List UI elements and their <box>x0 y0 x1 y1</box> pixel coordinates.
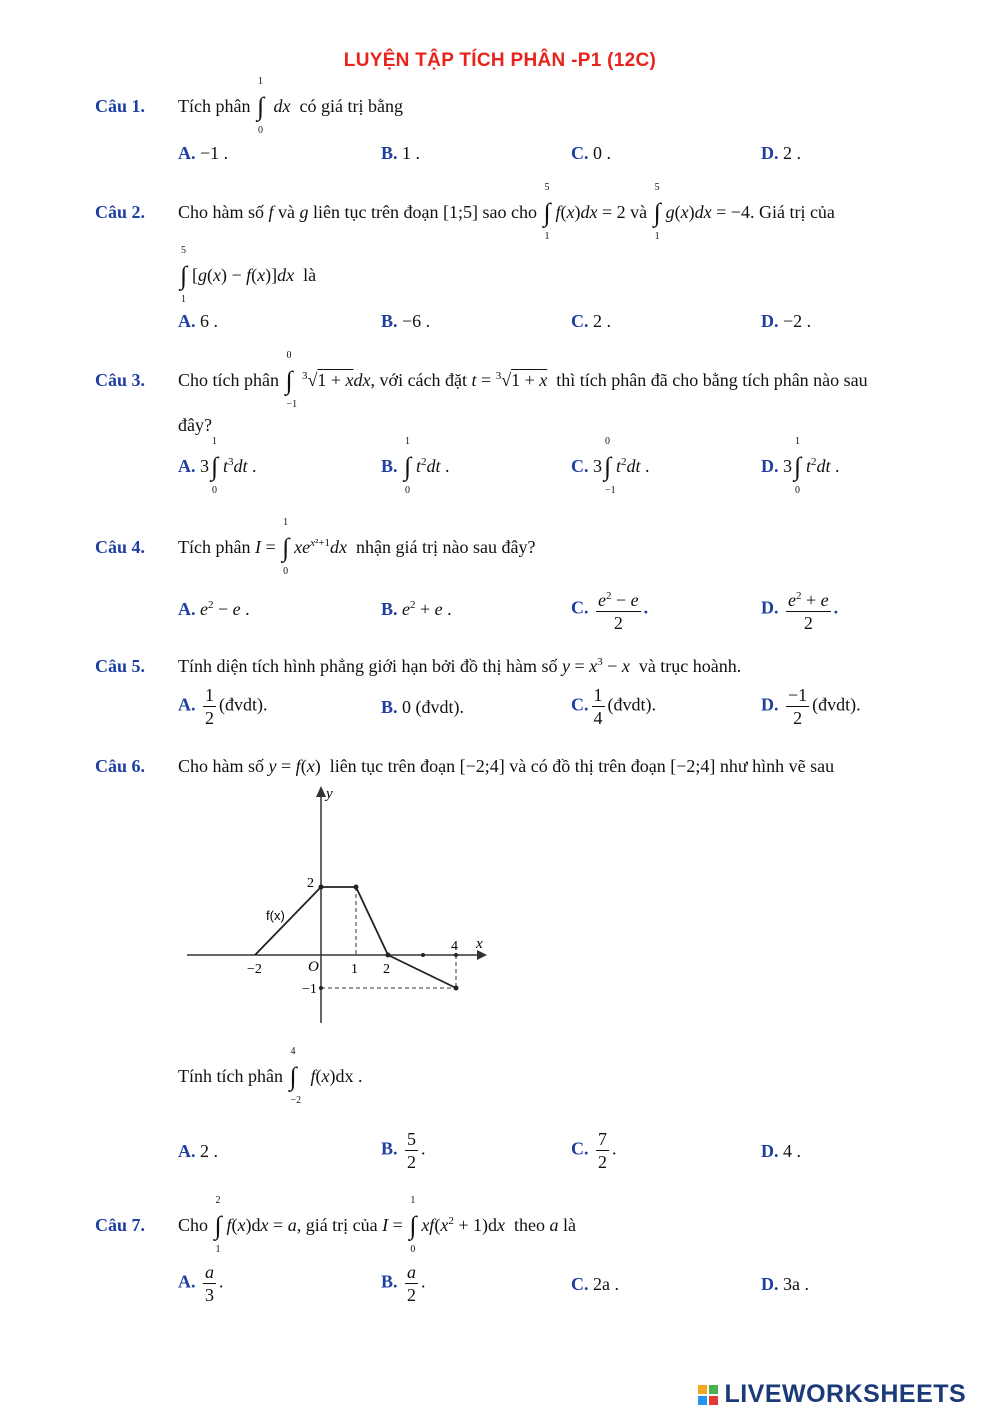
curve-label: f(x) <box>266 908 285 923</box>
q6-option-c[interactable]: C. $\frac{7}{2}$ . <box>571 1129 617 1172</box>
q6-option-d[interactable]: D. 4 . <box>761 1141 801 1161</box>
q3-option-d[interactable]: D. 3 ∫ 1 0 $t^2dt$ . <box>761 435 840 496</box>
q6-option-b[interactable]: B. $\frac{5}{2}$ . <box>381 1129 426 1172</box>
x-tick-2: 2 <box>383 962 390 977</box>
q7-option-a[interactable]: A. $\frac{a}{3}$ . <box>178 1262 224 1305</box>
q3-option-a[interactable]: A. 3 ∫ 1 0 $t^3dt$ . <box>178 435 257 496</box>
x-tick-neg2: −2 <box>247 962 262 977</box>
q5-option-a[interactable]: A. $\frac{1}{2}$ (đvdt). <box>178 685 268 728</box>
question-4-stem: Tích phân I = ∫ 1 0 $xe^{x^2+1}dx$ nhận giá trị nào sau đây? <box>178 516 536 577</box>
liveworksheets-logo-text: LIVEWORKSHEETS <box>724 1380 967 1408</box>
q1-option-a[interactable]: A. −1 . <box>178 143 229 163</box>
question-4-label: Câu 4. <box>95 537 146 557</box>
y-axis-arrow <box>316 786 326 797</box>
page-title: LUYỆN TẬP TÍCH PHÂN -P1 (12C) <box>343 50 657 71</box>
q4-option-c[interactable]: C. $\frac{e^2 - e}{2}$ . <box>571 585 648 634</box>
origin-label: O <box>308 959 319 975</box>
axis-x-label: x <box>476 936 483 952</box>
liveworksheets-logo <box>698 1380 966 1410</box>
question-2-label: Câu 2. <box>95 202 146 222</box>
q5-option-c[interactable]: C. $\frac{1}{4}$ (đvdt). <box>571 685 656 728</box>
question-3-stem-line2: đây? <box>178 415 212 435</box>
question-5-stem: Tính diện tích hình phẳng giới hạn bởi đồ thị hàm số $y = x^3 - x$ và trục hoành. <box>178 656 742 676</box>
question-6-label: Câu 6. <box>95 756 146 776</box>
question-3-label: Câu 3. <box>95 370 146 390</box>
q2-option-b[interactable]: B. −6 . <box>381 311 431 331</box>
q7-option-b[interactable]: B. $\frac{a}{2}$ . <box>381 1262 426 1305</box>
axis-y-label: y <box>326 786 333 802</box>
q3-option-c[interactable]: C. 3 ∫ 0 −1 $t^2dt$ . <box>571 435 650 496</box>
question-2-stem-line2: ∫ 5 1 [g(x) − f(x)]dx là <box>180 244 317 305</box>
x-tick-1: 1 <box>351 962 358 977</box>
q3-option-b[interactable]: B. ∫ 1 0 $t^2dt$ . <box>381 435 450 496</box>
q5-option-b[interactable]: B. 0 (đvdt). <box>381 697 465 717</box>
liveworksheets-logo-icon <box>698 1385 718 1405</box>
question-7-label: Câu 7. <box>95 1215 146 1235</box>
question-1-stem: Tích phân ∫ 1 0 dx có giá trị bằng <box>178 75 403 136</box>
q6-option-a[interactable]: A. 2 . <box>178 1141 218 1161</box>
q1-option-c[interactable]: C. 0 . <box>571 143 611 163</box>
q7-option-d[interactable]: D. 3a . <box>761 1274 809 1294</box>
question-2-stem: Cho hàm số f và g liên tục trên đoạn [1;5] sao cho ∫ 5 1 f(x)dx = 2 và ∫ 5 1 g(x)dx = −4. Giá trị của <box>178 181 835 242</box>
y-tick-neg1: −1 <box>302 982 317 997</box>
q1-option-d[interactable]: D. 2 . <box>761 143 801 163</box>
question-1-label: Câu 1. <box>95 96 146 116</box>
q2-option-a[interactable]: A. 6 . <box>178 311 218 331</box>
question-6-stem: Cho hàm số y = f(x) liên tục trên đoạn [−2;4] và có đồ thị trên đoạn [−2;4] như hình vẽ sau <box>178 756 835 776</box>
y-tick-2: 2 <box>307 876 314 891</box>
q4-option-b[interactable]: B. $e^2 + e$ . <box>381 599 452 619</box>
q1-option-b[interactable]: B. 1 . <box>381 143 421 163</box>
x-tick-4: 4 <box>451 939 458 954</box>
q5-option-d[interactable]: D. $\frac{-1}{2}$ (đvdt). <box>761 685 861 728</box>
question-5-label: Câu 5. <box>95 656 146 676</box>
question-3-stem: Cho tích phân ∫ 0 −1 $^3$√1 + xdx, với cách đặt t = $^3$√1 + x thì tích phân đã cho bằng tích phân nào sau <box>178 349 868 410</box>
question-6-stem-line2: Tính tích phân ∫ 4 −2 f(x)dx . <box>178 1045 363 1106</box>
q7-option-c[interactable]: C. 2a . <box>571 1274 619 1294</box>
q2-option-c[interactable]: C. 2 . <box>571 311 611 331</box>
q4-option-d[interactable]: D. $\frac{e^2 + e}{2}$ . <box>761 585 838 634</box>
question-7-stem: Cho ∫ 2 1 f(x)dx = a, giá trị của I = ∫ 1 0 $xf(x^2 + 1)dx$ theo a là <box>178 1194 576 1255</box>
q4-option-a[interactable]: A. $e^2 - e$ . <box>178 599 250 619</box>
function-graph <box>175 780 505 1035</box>
q2-option-d[interactable]: D. −2 . <box>761 311 812 331</box>
